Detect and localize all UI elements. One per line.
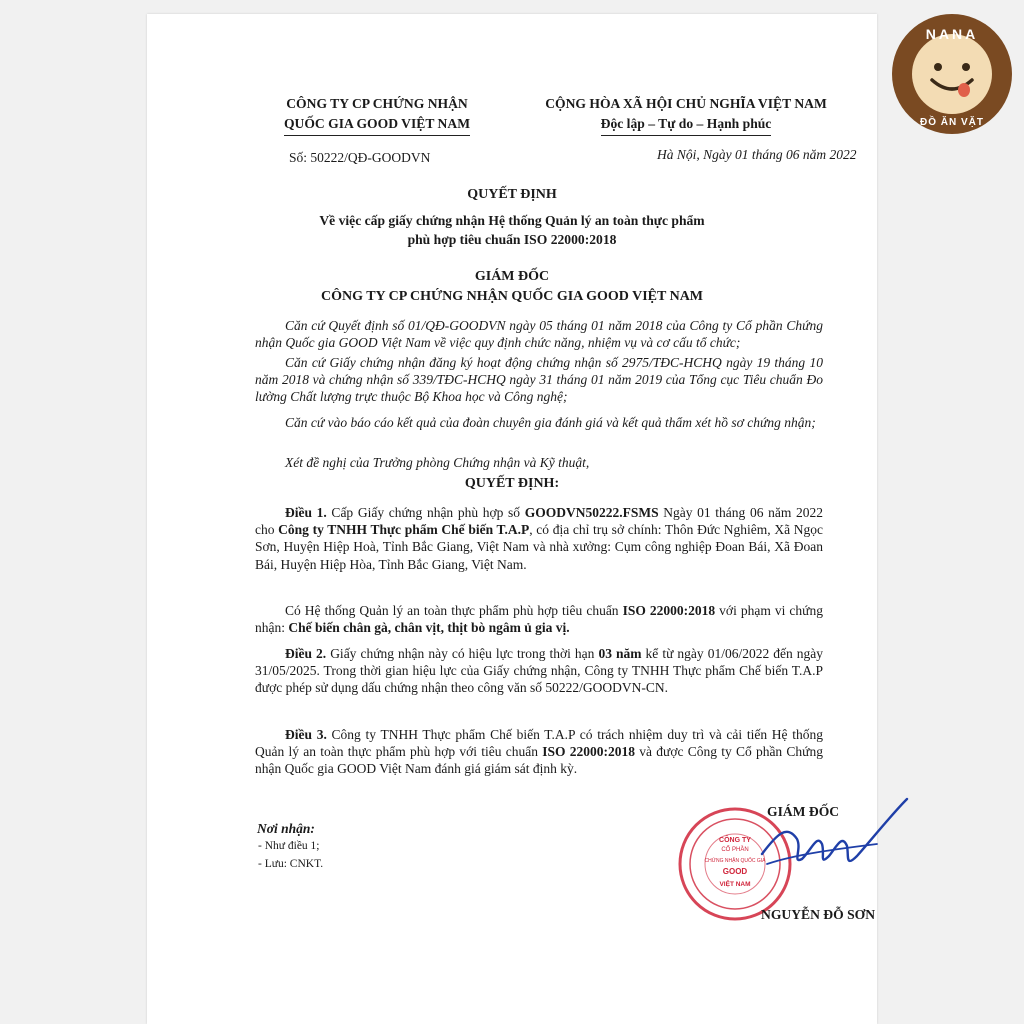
logo-inner-circle: [912, 34, 992, 114]
seal-line4: GOOD: [722, 867, 748, 876]
national-motto: Độc lập – Tự do – Hạnh phúc: [601, 114, 772, 136]
smiley-tongue-icon: [958, 83, 970, 97]
document-date: Hà Nội, Ngày 01 tháng 06 năm 2022: [657, 147, 857, 162]
recipient-item: - Lưu: CNKT.: [258, 858, 324, 870]
national-motto-header: [516, 94, 856, 136]
article-3-label: Điều 3.: [285, 727, 327, 742]
company-name: Công ty TNHH Thực phẩm Chế biến T.A.P: [278, 522, 530, 538]
authority-role: GIÁM ĐỐC: [474, 269, 550, 284]
seal-line5: VIỆT NAM: [719, 881, 751, 888]
standard-name: ISO 22000:2018: [622, 603, 716, 618]
article-3-text-1: Công ty TNHH Thực phẩm Chế biến T.A.P có trách nhiệm duy trì và cải tiến Hệ thống Quản lý an toàn thực phẩm phù hợp với tiêu chuẩn: [255, 727, 824, 760]
smiley-right-eye-icon: [962, 63, 970, 71]
scope-text-2: với phạm vi chứng nhận:: [255, 603, 823, 636]
article-2-text-1: Giấy chứng nhận này có hiệu lực trong thời hạn: [326, 646, 599, 661]
signatory-role: GIÁM ĐỐC: [767, 804, 840, 819]
preamble-paragraph-3: Căn cứ vào báo cáo kết quả của đoàn chuyên gia đánh giá và kết quả thẩm xét hồ sơ chứng nhận;: [285, 415, 816, 430]
article-1: [255, 504, 823, 573]
document-subject: [147, 211, 877, 249]
preamble-paragraph-1: Căn cứ Quyết định số 01/QĐ-GOODVN ngày 05 tháng 01 năm 2018 của Công ty Cổ phần Chứng nhận Quốc gia GOOD Việt Nam về việc quy định chức năng, nhiệm vụ và cơ cấu tổ chức;: [255, 318, 823, 351]
certification-scope: Chế biến chân gà, chân vịt, thịt bò ngâm ủ gia vị.: [288, 620, 570, 636]
article-1-scope: [255, 602, 823, 636]
preamble-paragraph-4: Xét đề nghị của Trưởng phòng Chứng nhận và Kỹ thuật,: [285, 455, 590, 470]
validity-duration: 03 năm: [598, 646, 642, 661]
article-2-label: Điều 2.: [285, 646, 327, 661]
article-2: [255, 645, 823, 697]
preamble-paragraph-2: Căn cứ Giấy chứng nhận đăng ký hoạt động chứng nhận số 2975/TĐC-HCHQ ngày 19 tháng 10 năm 2018 và chứng nhận số 339/TĐC-HCHQ ngày 31 tháng 01 năm 2019 của Tổng cục Tiêu chuẩn Đo lường Chất lượng trực thuộc Bộ Khoa học và Công nghệ;: [255, 355, 823, 405]
smiley-left-eye-icon: [934, 63, 942, 71]
nana-brand-logo: [890, 12, 1014, 136]
issuing-org-line2: QUỐC GIA GOOD VIỆT NAM: [284, 114, 470, 136]
article-1-text-3: , có địa chỉ trụ sở chính: Thôn Đức Nghiêm, Xã Ngọc Sơn, Huyện Hiệp Hoà, Tỉnh Bắc Giang, Việt Nam và nhà xưởng: Cụm công nghiệp Đoan Bái, Xã Đoan Bái, Huyện Hiệp Hòa, Tỉnh Bắc Giang, Việt Nam.: [255, 522, 823, 572]
issuing-org-line1: CÔNG TY CP CHỨNG NHẬN: [286, 96, 468, 111]
logo-top-text: NANA: [925, 26, 979, 42]
handwritten-signature: [704, 794, 927, 894]
article-3: [255, 726, 823, 778]
article-1-label: Điều 1.: [285, 505, 327, 520]
document-title: QUYẾT ĐỊNH: [467, 187, 557, 202]
authority-org: CÔNG TY CP CHỨNG NHẬN QUỐC GIA GOOD VIỆT NAM: [320, 289, 704, 304]
logo-bottom-text: ĐỒ ĂN VẶT: [920, 117, 984, 128]
article-1-text-2: Ngày 01 tháng 06 năm 2022 cho: [255, 505, 823, 538]
document-page: [147, 14, 877, 1024]
issuing-org-header: [260, 94, 494, 136]
article-3-text-2: và được Công ty Cổ phần Chứng nhận Quốc gia GOOD Việt Nam đánh giá giám sát định kỳ.: [255, 744, 823, 777]
certificate-number: GOODVN50222.FSMS: [524, 505, 659, 520]
article-2-text-2: kể từ ngày 01/06/2022 đến ngày 31/05/2025. Trong thời gian hiệu lực của Giấy chứng nhận, Công ty TNHH Thực phẩm Chế biến T.A.P được phép sử dụng dấu chứng nhận theo công văn số 50222/GOODVN-CN.: [255, 646, 823, 696]
subject-line1: Về việc cấp giấy chứng nhận Hệ thống Quản lý an toàn thực phẩm: [319, 213, 705, 228]
country-name: CỘNG HÒA XÃ HỘI CHỦ NGHĨA VIỆT NAM: [545, 96, 827, 111]
seal-line3: CHỨNG NHẬN QUỐC GIA: [704, 858, 766, 864]
article-3-standard: ISO 22000:2018: [542, 744, 636, 760]
scope-text-1: Có Hệ thống Quản lý an toàn thực phẩm phù hợp tiêu chuẩn: [285, 603, 623, 618]
signatory-name: NGUYỄN ĐỖ SƠN: [761, 907, 876, 922]
seal-line1: CÔNG TY: [719, 837, 751, 844]
document-number: Số: 50222/QĐ-GOODVN: [289, 150, 431, 165]
recipients-title: Nơi nhận:: [257, 821, 315, 836]
seal-line2: CỔ PHẦN: [721, 847, 749, 853]
subject-line2: phù hợp tiêu chuẩn ISO 22000:2018: [407, 232, 617, 247]
recipient-item: - Như điều 1;: [258, 840, 320, 852]
article-1-text-1: Cấp Giấy chứng nhận phù hợp số: [326, 505, 525, 520]
decision-heading: QUYẾT ĐỊNH:: [464, 476, 560, 491]
